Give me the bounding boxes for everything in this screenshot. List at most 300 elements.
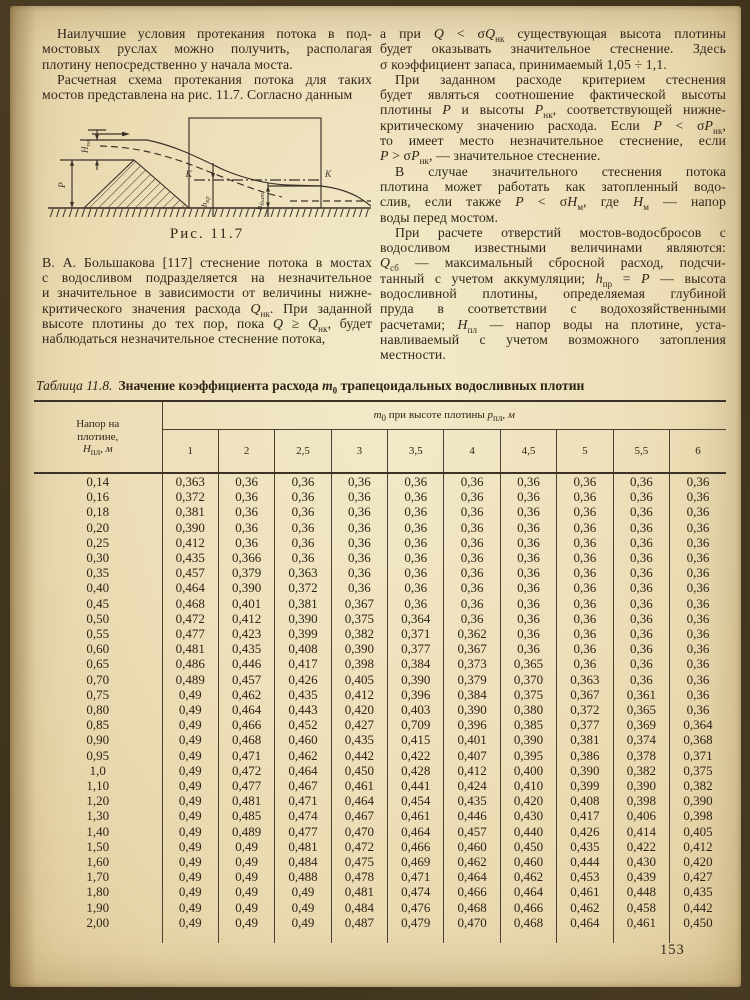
value-cell: 0,488 [275,869,331,884]
value-cell: 0,36 [275,550,331,565]
value-cell: 0,36 [444,565,500,580]
value-cell: 0,390 [670,793,726,808]
value-cell: 0,476 [388,900,444,915]
value-cell: 0,453 [557,869,613,884]
value-cell: 0,460 [444,839,500,854]
left-column [42,26,372,347]
value-cell: 0,443 [275,702,331,717]
table-caption-number: Таблица 11.8. [36,378,113,393]
value-cell: 0,49 [162,763,218,778]
value-cell: 0,49 [218,900,274,915]
value-cell: 0,479 [388,915,444,930]
value-cell: 0,36 [557,626,613,641]
value-cell: 0,36 [331,550,387,565]
value-cell: 0,399 [275,626,331,641]
value-cell: 0,49 [162,884,218,899]
row-head-cell: 0,55 [86,626,110,642]
value-cell: 0,36 [444,550,500,565]
value-cell: 0,412 [331,687,387,702]
table-caption [36,378,726,394]
value-cell: 0,381 [162,504,218,519]
value-cell: 0,472 [331,839,387,854]
value-cell: 0,49 [218,839,274,854]
row-head-cell: 0,80 [86,702,110,718]
value-cell: 0,49 [162,748,218,763]
value-cell: 0,478 [331,869,387,884]
row-head-cell: 2,00 [86,914,110,930]
value-cell: 0,36 [218,473,274,489]
value-cell: 0,427 [331,717,387,732]
row-head-cell: 0,75 [86,686,110,702]
table-caption-title: Значение коэффициента расхода $m_0$ трапецоидальных водосливных плотин [118,378,585,396]
value-cell: 0,372 [275,580,331,595]
value-cell: 0,363 [162,473,218,489]
row-head-cell: 1,70 [86,869,110,885]
table-row [34,900,726,915]
value-cell: 0,462 [500,869,556,884]
value-cell: 0,49 [275,915,331,930]
table-row [34,915,726,930]
value-cell: 0,36 [218,489,274,504]
value-cell: 0,475 [331,854,387,869]
value-cell: 0,364 [670,717,726,732]
table-row [34,626,726,641]
value-cell: 0,36 [613,641,669,656]
value-cell: 0,36 [670,672,726,687]
value-cell: 0,468 [218,732,274,747]
value-cell: 0,406 [613,808,669,823]
table-row [34,672,726,687]
value-cell: 0,367 [331,596,387,611]
value-cell: 0,427 [670,869,726,884]
value-cell: 0,464 [388,824,444,839]
value-cell: 0,461 [613,915,669,930]
value-cell: 0,464 [331,793,387,808]
label-K-right: K [325,170,332,181]
value-cell: 0,36 [613,596,669,611]
value-cell: 0,36 [388,596,444,611]
value-cell: 0,467 [331,808,387,823]
value-cell: 0,385 [500,717,556,732]
value-cell: 0,446 [218,656,274,671]
value-cell: 0,477 [162,626,218,641]
value-cell: 0,36 [388,520,444,535]
table-row [34,793,726,808]
label-P: P [58,182,68,189]
value-cell: 0,362 [444,626,500,641]
value-cell: 0,36 [444,504,500,519]
row-head-cell: 1,60 [86,854,110,870]
value-cell: 0,36 [388,580,444,595]
value-cell: 0,36 [388,535,444,550]
value-cell: 0,468 [444,900,500,915]
value-cell: 0,454 [388,793,444,808]
value-cell: 0,412 [218,611,274,626]
column-header: 5,5 [613,430,669,474]
value-cell: 0,410 [500,778,556,793]
row-head-cell: 1,50 [86,838,110,854]
value-cell: 0,36 [388,504,444,519]
value-cell: 0,390 [557,763,613,778]
value-cell: 0,375 [500,687,556,702]
value-cell: 0,365 [613,702,669,717]
value-cell: 0,36 [500,504,556,519]
value-cell: 0,36 [670,641,726,656]
value-cell: 0,49 [218,915,274,930]
value-cell: 0,396 [388,687,444,702]
value-cell: 0,461 [331,778,387,793]
value-cell: 0,460 [500,854,556,869]
row-head-cell: 0,35 [86,565,110,581]
value-cell: 0,390 [275,611,331,626]
value-cell: 0,405 [670,824,726,839]
value-cell: 0,442 [331,748,387,763]
column-header: 3,5 [388,430,444,474]
value-cell: 0,375 [331,611,387,626]
value-cell: 0,36 [613,611,669,626]
value-cell: 0,382 [670,778,726,793]
value-cell: 0,379 [444,672,500,687]
value-cell: 0,36 [500,489,556,504]
value-cell: 0,458 [613,900,669,915]
table-row [34,656,726,671]
value-cell: 0,481 [275,839,331,854]
value-cell: 0,474 [388,884,444,899]
value-cell: 0,452 [275,717,331,732]
value-cell: 0,439 [613,869,669,884]
value-cell: 0,466 [500,900,556,915]
value-cell: 0,36 [557,535,613,550]
row-head-cell: 0,25 [86,534,110,550]
column-header: 4 [444,430,500,474]
value-cell: 0,36 [275,489,331,504]
value-cell: 0,709 [388,717,444,732]
value-cell: 0,415 [388,732,444,747]
value-cell: 0,49 [275,884,331,899]
value-cell: 0,36 [670,535,726,550]
table-row [34,550,726,565]
value-cell: 0,467 [275,778,331,793]
value-cell: 0,36 [331,473,387,489]
value-cell: 0,412 [444,763,500,778]
value-cell: 0,36 [500,641,556,656]
value-cell: 0,36 [444,489,500,504]
value-cell: 0,484 [275,854,331,869]
value-cell: 0,36 [670,687,726,702]
value-cell: 0,49 [162,808,218,823]
value-cell: 0,390 [331,641,387,656]
value-cell: 0,464 [275,763,331,778]
row-head-cell: 0,60 [86,641,110,657]
table-row [34,854,726,869]
value-cell: 0,49 [162,854,218,869]
value-cell: 0,363 [557,672,613,687]
value-cell: 0,448 [613,884,669,899]
label-h-kr: $h_{кр}$ [199,196,211,208]
value-cell: 0,36 [218,504,274,519]
paragraph: При заданном расходе критерием стеснения будет являться соотношение фактической высоты плотины P и высоты $P_{нк}$, соответствующей нижне- критическому значению расхода. Если $P < \sigma P_{нк}$, то имеет место незначительное стеснение, если $P > \sigma P_{нк}$, — значительное стеснение. [380,71,726,167]
column-header: 6 [670,430,726,474]
value-cell: 0,36 [388,550,444,565]
value-cell: 0,36 [613,672,669,687]
value-cell: 0,440 [500,824,556,839]
value-cell: 0,381 [275,596,331,611]
value-cell: 0,412 [162,535,218,550]
value-cell: 0,398 [331,656,387,671]
table-row [34,596,726,611]
row-head-cell: 0,70 [86,671,110,687]
label-H-pl: $H_{пл}$ [80,140,92,154]
value-cell: 0,365 [500,656,556,671]
ground-hatch [48,209,371,217]
value-cell: 0,399 [557,778,613,793]
value-cell: 0,36 [331,565,387,580]
value-cell: 0,366 [218,550,274,565]
row-head-cell: 0,20 [86,519,110,535]
value-cell: 0,36 [444,611,500,626]
row-head-cell: 0,30 [86,550,110,566]
value-cell: 0,382 [331,626,387,641]
value-cell: 0,36 [557,580,613,595]
column-header: 2,5 [275,430,331,474]
row-head-cell: 1,10 [86,778,110,794]
value-cell: 0,36 [613,520,669,535]
value-cell: 0,486 [162,656,218,671]
value-cell: 0,461 [388,808,444,823]
value-cell: 0,36 [670,489,726,504]
table-row [34,535,726,550]
figure-11-7 [42,115,372,242]
value-cell: 0,386 [557,748,613,763]
value-cell: 0,36 [331,580,387,595]
value-cell: 0,484 [331,900,387,915]
value-cell: 0,468 [162,596,218,611]
dam-body [84,160,189,208]
table-row [34,520,726,535]
value-cell: 0,420 [500,793,556,808]
value-cell: 0,420 [331,702,387,717]
value-cell: 0,457 [162,565,218,580]
table-row [34,748,726,763]
value-cell: 0,487 [331,915,387,930]
figure-caption: Рис. 11.7 [169,226,245,243]
value-cell: 0,36 [670,473,726,489]
value-cell: 0,36 [444,535,500,550]
value-cell: 0,457 [218,672,274,687]
value-cell: 0,485 [218,808,274,823]
value-cell: 0,36 [557,596,613,611]
value-cell: 0,435 [670,884,726,899]
value-cell: 0,412 [670,839,726,854]
row-head-cell: 0,14 [86,474,110,489]
value-cell: 0,462 [444,854,500,869]
value-cell: 0,405 [331,672,387,687]
value-cell: 0,471 [218,748,274,763]
table-row [34,778,726,793]
value-cell: 0,36 [275,535,331,550]
table-row [34,869,726,884]
value-cell: 0,481 [331,884,387,899]
value-cell: 0,435 [331,732,387,747]
value-cell: 0,36 [670,611,726,626]
value-cell: 0,474 [275,808,331,823]
value-cell: 0,435 [275,687,331,702]
value-cell: 0,36 [613,656,669,671]
value-cell: 0,428 [388,763,444,778]
row-head-cell: 1,30 [86,808,110,824]
value-cell: 0,375 [670,763,726,778]
value-cell: 0,420 [670,854,726,869]
table-row [34,839,726,854]
value-cell: 0,36 [500,626,556,641]
value-cell: 0,36 [557,641,613,656]
row-head-cell: 0,65 [86,656,110,672]
value-cell: 0,398 [613,793,669,808]
row-header: Напор на плотине, $H_{пл}$, м [34,401,162,473]
value-cell: 0,49 [162,839,218,854]
value-cell: 0,49 [162,869,218,884]
value-cell: 0,379 [218,565,274,580]
value-cell: 0,36 [613,580,669,595]
value-cell: 0,369 [613,717,669,732]
value-cell: 0,403 [388,702,444,717]
value-cell: 0,435 [162,550,218,565]
value-cell: 0,36 [670,565,726,580]
paragraph: В. А. Большакова [117] стеснение потока в мостах с водосливом подразделяется на незначительное и значительное в зависимости от величины нижне- критического значения расхода $Q_{нк}$. При заданной высоте плотины до тех пор, пока $Q \ge Q_{нк}$, будет наблюдаться незначительное стеснение потока, [42,254,373,347]
value-cell: 0,401 [218,596,274,611]
value-cell: 0,36 [500,520,556,535]
table-row [34,702,726,717]
value-cell: 0,49 [275,900,331,915]
value-cell: 0,370 [500,672,556,687]
value-cell: 0,417 [275,656,331,671]
value-cell: 0,36 [331,504,387,519]
value-cell: 0,435 [218,641,274,656]
column-header: 1 [162,430,218,474]
paragraph: Наилучшие условия протекания потока в под- мостовых руслах можно получить, располагая плотину непосредственно у начала моста. [42,26,372,72]
value-cell: 0,430 [613,854,669,869]
value-cell: 0,408 [275,641,331,656]
table-row [34,489,726,504]
value-cell: 0,36 [670,504,726,519]
value-cell: 0,36 [275,504,331,519]
value-cell: 0,398 [670,808,726,823]
table-row [34,763,726,778]
value-cell: 0,444 [557,854,613,869]
value-cell: 0,468 [500,915,556,930]
span-header: $m_0$ при высоте плотины $p_{пл}$, м [162,401,726,430]
table-row [34,473,726,489]
paragraph: При расчете отверстий мостов-водосбросов с водосливом известными величинами являются: $Q_{сб}$ — максимальный сбросной расход, подсчи- танный с учетом аккумуляции; $h_{пр} = P$ — высота водосливной плотины, определяемая глубиной пруда в соответствии с водохозяйственными расчетами; $H_{пл}$ — напор воды на плотине, уста- навливаемый с учетом возможного затопления местности. [380,224,726,363]
value-cell: 0,36 [613,504,669,519]
value-cell: 0,481 [162,641,218,656]
value-cell: 0,36 [500,550,556,565]
value-cell: 0,371 [388,626,444,641]
row-head-cell: 1,90 [86,899,110,915]
value-cell: 0,380 [500,702,556,717]
value-cell: 0,400 [500,763,556,778]
value-cell: 0,36 [670,702,726,717]
value-cell: 0,469 [388,854,444,869]
value-cell: 0,36 [444,580,500,595]
value-cell: 0,464 [444,869,500,884]
value-cell: 0,364 [388,611,444,626]
value-cell: 0,36 [331,535,387,550]
value-cell: 0,384 [388,656,444,671]
value-cell: 0,36 [670,550,726,565]
book-page [10,6,741,987]
value-cell: 0,424 [444,778,500,793]
value-cell: 0,49 [162,824,218,839]
value-cell: 0,435 [444,793,500,808]
value-cell: 0,390 [500,732,556,747]
value-cell: 0,381 [557,732,613,747]
value-cell: 0,462 [557,900,613,915]
value-cell: 0,390 [444,702,500,717]
value-cell: 0,372 [557,702,613,717]
value-cell: 0,481 [218,793,274,808]
value-cell: 0,401 [444,732,500,747]
value-cell: 0,390 [218,580,274,595]
value-cell: 0,49 [162,793,218,808]
row-head-cell: 0,95 [86,747,110,763]
value-cell: 0,390 [162,520,218,535]
value-cell: 0,407 [444,748,500,763]
value-cell: 0,450 [331,763,387,778]
value-cell: 0,36 [500,580,556,595]
paragraph: Расчетная схема протекания потока для таких мостов представлена на рис. 11.7. Согласно данным [42,71,372,103]
value-cell: 0,426 [557,824,613,839]
table-11-8-block [34,378,726,943]
value-cell: 0,372 [162,489,218,504]
value-cell: 0,426 [275,672,331,687]
row-head-cell: 0,18 [86,504,110,520]
value-cell: 0,367 [444,641,500,656]
value-cell: 0,466 [388,839,444,854]
value-cell: 0,460 [275,732,331,747]
value-cell: 0,36 [388,565,444,580]
label-h-byt: $h_{быт}$ [254,193,266,211]
column-header: 2 [218,430,274,474]
row-head-cell: 0,45 [86,595,110,611]
value-cell: 0,36 [670,656,726,671]
value-cell: 0,472 [218,763,274,778]
value-cell: 0,36 [500,611,556,626]
value-cell: 0,49 [218,854,274,869]
value-cell: 0,36 [218,520,274,535]
table-row [34,565,726,580]
value-cell: 0,462 [275,748,331,763]
value-cell: 0,390 [613,778,669,793]
value-cell: 0,36 [613,565,669,580]
value-cell: 0,36 [500,473,556,489]
value-cell: 0,368 [670,732,726,747]
value-cell: 0,36 [557,550,613,565]
value-cell: 0,36 [670,626,726,641]
value-cell: 0,36 [388,473,444,489]
value-cell: 0,477 [218,778,274,793]
row-head-cell: 0,40 [86,580,110,596]
value-cell: 0,384 [444,687,500,702]
value-cell: 0,36 [613,550,669,565]
column-header: 4,5 [500,430,556,474]
value-cell: 0,361 [613,687,669,702]
value-cell: 0,462 [218,687,274,702]
value-cell: 0,36 [613,626,669,641]
value-cell: 0,464 [500,884,556,899]
value-cell: 0,36 [500,565,556,580]
value-cell: 0,49 [218,884,274,899]
